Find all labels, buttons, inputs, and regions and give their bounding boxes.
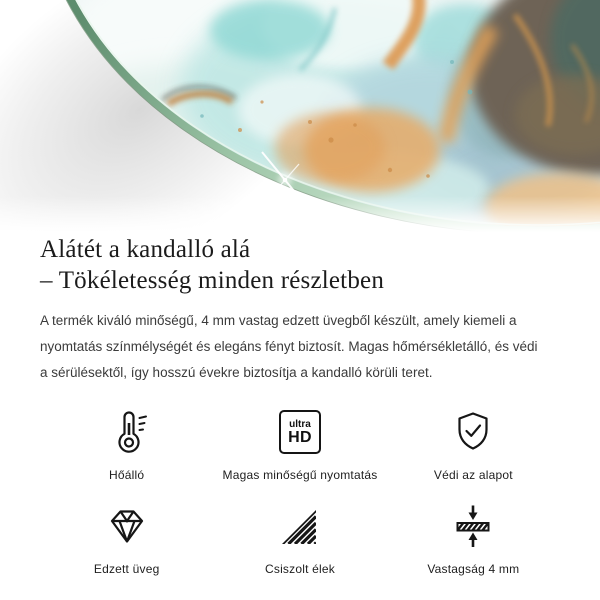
feature-tempered-glass [40, 502, 213, 576]
feature-grid [40, 408, 560, 576]
feature-label: Hőálló [109, 468, 145, 482]
title-line-2: – Tökéletesség minden részletben [40, 267, 385, 294]
thermometer-icon [103, 408, 151, 456]
hero-image [0, 0, 600, 232]
feature-polished-edges [213, 502, 386, 576]
thickness-icon [449, 502, 497, 550]
page-title [40, 234, 560, 296]
ultra-hd-icon [279, 408, 321, 456]
feature-label: Magas minőségű nyomtatás [222, 468, 378, 482]
shield-check-icon [449, 408, 497, 456]
feature-heat-resistant [40, 408, 213, 482]
feature-thickness [387, 502, 560, 576]
ultra-hd-text-bottom: HD [288, 429, 312, 446]
glass-mat-photo [0, 0, 600, 232]
polished-edge-icon [276, 502, 324, 550]
feature-protects-base [387, 408, 560, 482]
feature-print-quality [213, 408, 386, 482]
product-description: A termék kiváló minőségű, 4 mm vastag edzett üvegből készült, amely kiemeli a nyomtatás színmélységét és elegáns fényt biztosít. Magas hőmérsékletálló, és védi a sérülésektől, így hosszú évekre biztosítja a kandalló körüli teret. [40, 313, 538, 380]
feature-label: Vastagság 4 mm [427, 562, 520, 576]
product-info-section [0, 234, 600, 576]
feature-label: Csiszolt élek [265, 562, 335, 576]
ultra-hd-text-top: ultra [289, 419, 311, 430]
feature-label: Védi az alapot [433, 468, 513, 482]
feature-label: Edzett üveg [93, 562, 160, 576]
title-line-1: Alátét a kandalló alá [40, 236, 251, 263]
diamond-icon [103, 502, 151, 550]
